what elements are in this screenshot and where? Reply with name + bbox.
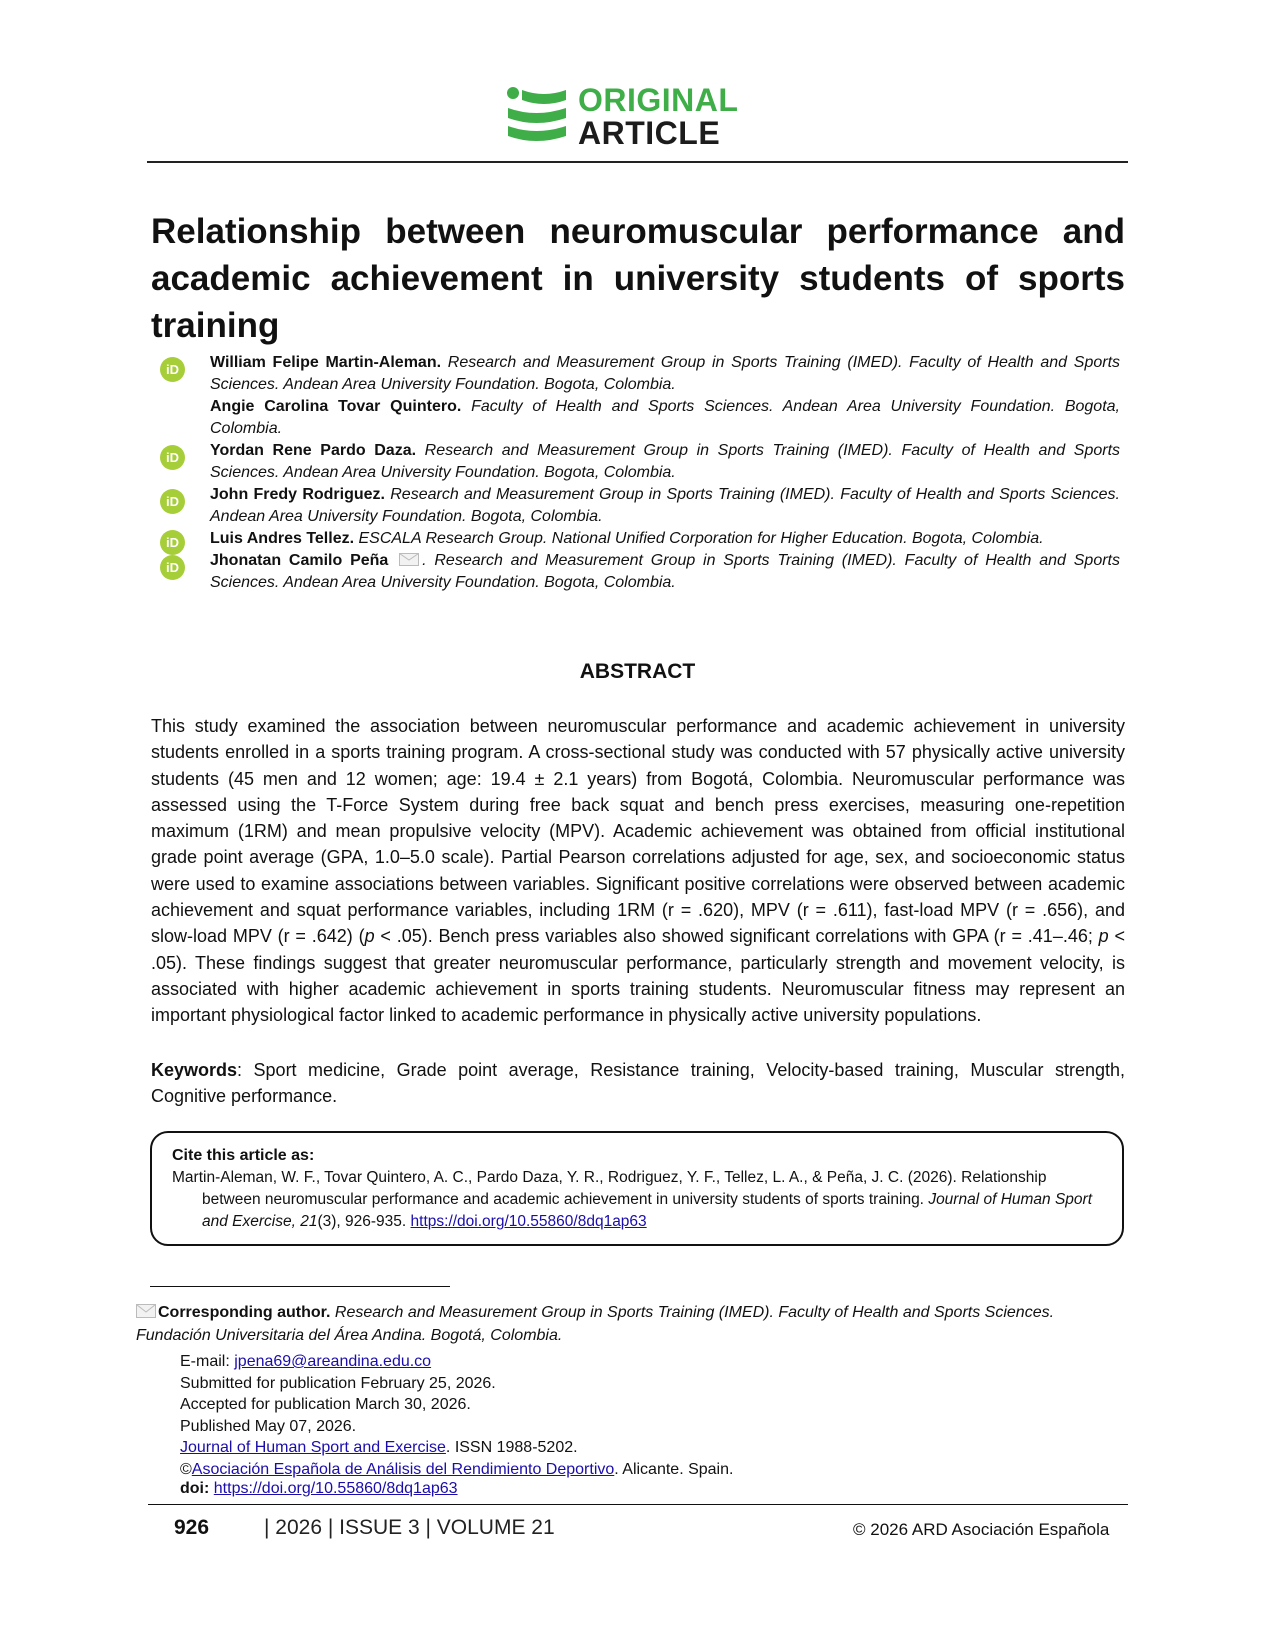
journal-row (180, 1437, 733, 1459)
author-name: John Fredy Rodriguez. (210, 486, 385, 503)
abstract-body-2: < .05). Bench press variables also showed significant correlations with GPA (r = .41–.46; (374, 926, 1099, 947)
author-list (160, 352, 1120, 594)
citation-title: Cite this article as: (172, 1147, 315, 1164)
p-value-symbol: p (1098, 926, 1109, 947)
author-name: Luis Andres Tellez. (210, 530, 355, 547)
orcid-icon[interactable]: iD (160, 555, 185, 580)
abstract-text (151, 713, 1125, 1029)
corresponding-author (136, 1301, 1126, 1347)
doi-label: doi: (180, 1480, 210, 1497)
stripes-logo-icon (506, 84, 568, 150)
author-6 (160, 550, 1120, 594)
published-date: Published May 07, 2026. (180, 1417, 357, 1435)
email-row (180, 1351, 733, 1373)
logo-line-original: ORIGINAL (578, 82, 739, 118)
author-affiliation: ESCALA Research Group. National Unified Corporation for Higher Education. Bogota, Colombia. (358, 530, 1044, 547)
title-line-1: Relationship between neuromuscular performance and (151, 212, 1125, 251)
citation-body: Martin-Aleman, W. F., Tovar Quintero, A. C., Pardo Daza, Y. R., Rodriguez, Y. F., Tellez, L. A., & Peña, J. C. (2026). Relationship between neuromuscular performance and academic achievement in university students of sports training. (172, 1169, 1047, 1208)
abstract-heading: ABSTRACT (579, 660, 696, 683)
journal-link[interactable]: Journal of Human Sport and Exercise (180, 1439, 446, 1456)
doi-link[interactable]: https://doi.org/10.55860/8dq1ap63 (213, 1480, 458, 1497)
author-affiliation: Research and Measurement Group in Sports Training (IMED). Faculty of Health and Sports Sciences. Andean Area University Foundation. Bogota, Colombia. (210, 442, 1121, 481)
logo-line-article: ARTICLE (578, 115, 721, 151)
author-affiliation: . Research and Measurement Group in Sports Training (IMED). Faculty of Health and Sports Sciences. Andean Area University Foundation. Bogota, Colombia. (210, 552, 1120, 591)
keywords (151, 1057, 1125, 1110)
envelope-icon[interactable] (399, 553, 419, 566)
orcid-icon[interactable]: iD (160, 445, 185, 470)
envelope-icon (136, 1304, 156, 1318)
issue-info: | 2026 | ISSUE 3 | VOLUME 21 (264, 1516, 555, 1539)
abstract-body-3: < .05). These findings suggest that greater neuromuscular performance, particularly strength and movement velocity, is associated with higher academic achievement in sports training students. Neuromuscular fitness may represent an important physiological factor linked to academic performance in physically active university populations. (151, 926, 1125, 1026)
header-rule (147, 161, 1128, 163)
citation-text (172, 1167, 1100, 1233)
author-3 (160, 440, 1120, 484)
association-row (180, 1459, 733, 1481)
author-affiliation: Research and Measurement Group in Sports Training (IMED). Faculty of Health and Sports Sciences. Andean Area University Foundation. Bogota, Colombia. (210, 354, 1121, 393)
footer-copyright: © 2026 ARD Asociación Española (853, 1520, 1110, 1539)
accepted-date: Accepted for publication March 30, 2026. (180, 1396, 471, 1413)
orcid-icon[interactable]: iD (160, 530, 185, 555)
article-title (151, 208, 1125, 349)
author-affiliation: Research and Measurement Group in Sports Training (IMED). Faculty of Health and Sports Sciences. Andean Area University Foundation. Bogota, Colombia. (210, 486, 1120, 525)
citation-box (150, 1131, 1124, 1246)
author-2 (160, 396, 1120, 440)
author-affiliation: Faculty of Health and Sports Sciences. Andean Area University Foundation. Bogota, Colombia. (210, 398, 1120, 437)
email-link[interactable]: jpena69@areandina.edu.co (234, 1353, 432, 1370)
author-5 (160, 528, 1120, 550)
author-name: Angie Carolina Tovar Quintero. (210, 398, 462, 415)
orcid-icon[interactable]: iD (160, 489, 185, 514)
submitted-date: Submitted for publication February 25, 2026. (180, 1374, 496, 1392)
title-line-2: academic achievement in university students of sports training (151, 259, 1125, 345)
corresponding-label: Corresponding author. (158, 1304, 331, 1321)
author-4 (160, 484, 1120, 528)
association-location: . Alicante. Spain. (614, 1460, 734, 1478)
author-name: Yordan Rene Pardo Daza. (210, 442, 417, 459)
keywords-label: Keywords (151, 1060, 238, 1080)
citation-doi-link[interactable]: https://doi.org/10.55860/8dq1ap63 (410, 1213, 647, 1230)
page-number: 926 (174, 1516, 210, 1539)
footer-rule (148, 1504, 1128, 1505)
orcid-icon[interactable]: iD (160, 357, 185, 382)
citation-journal: Journal of Human Sport and Exercise, 21 (202, 1191, 1093, 1230)
doi-row (180, 1480, 458, 1498)
author-name: William Felipe Martin-Aleman. (210, 354, 442, 371)
corresponding-affiliation: Research and Measurement Group in Sports Training (IMED). Faculty of Health and Sports Sciences. Fundación Universitaria del Área Andina. Bogotá, Colombia. (136, 1304, 1055, 1344)
association-link[interactable]: Asociación Española de Análisis del Rendimiento Deportivo (191, 1460, 615, 1478)
issn: . ISSN 1988-5202. (445, 1439, 578, 1456)
p-value-symbol: p (364, 926, 375, 947)
abstract-body-1: This study examined the association between neuromuscular performance and academic achievement in university students enrolled in a sports training program. A cross-sectional study was conducted with 57 physically active university students (45 men and 12 women; age: 19.4 ± 2.1 years) from Bogotá, Colombia. Neuromuscular performance was assessed using the T-Force System during free back squat and bench press exercises, measuring one-repetition maximum (1RM) and mean propulsive velocity (MPV). Academic achievement was obtained from official institutional grade point average (GPA, 1.0–5.0 scale). Partial Pearson correlations adjusted for age, sex, and socioeconomic status were used to examine associations between variables. Significant positive correlations were observed between academic achievement and squat performance variables, including 1RM (r = .620), MPV (r = .611), fast-load MPV (r = .656), and slow-load MPV (r = .642) ( (151, 716, 1125, 947)
keywords-list: : Sport medicine, Grade point average, Resistance training, Velocity-based training, Muscular strength, Cognitive performance. (151, 1060, 1125, 1107)
original-article-logo (506, 84, 738, 150)
article-metadata (180, 1351, 733, 1480)
author-1 (160, 352, 1120, 396)
footnote-rule (150, 1286, 450, 1287)
author-name: Jhonatan Camilo Peña (210, 552, 389, 569)
copyright-symbol: © (180, 1460, 192, 1478)
citation-issue: (3), 926-935. (317, 1213, 411, 1230)
email-label: E-mail: (180, 1353, 235, 1370)
